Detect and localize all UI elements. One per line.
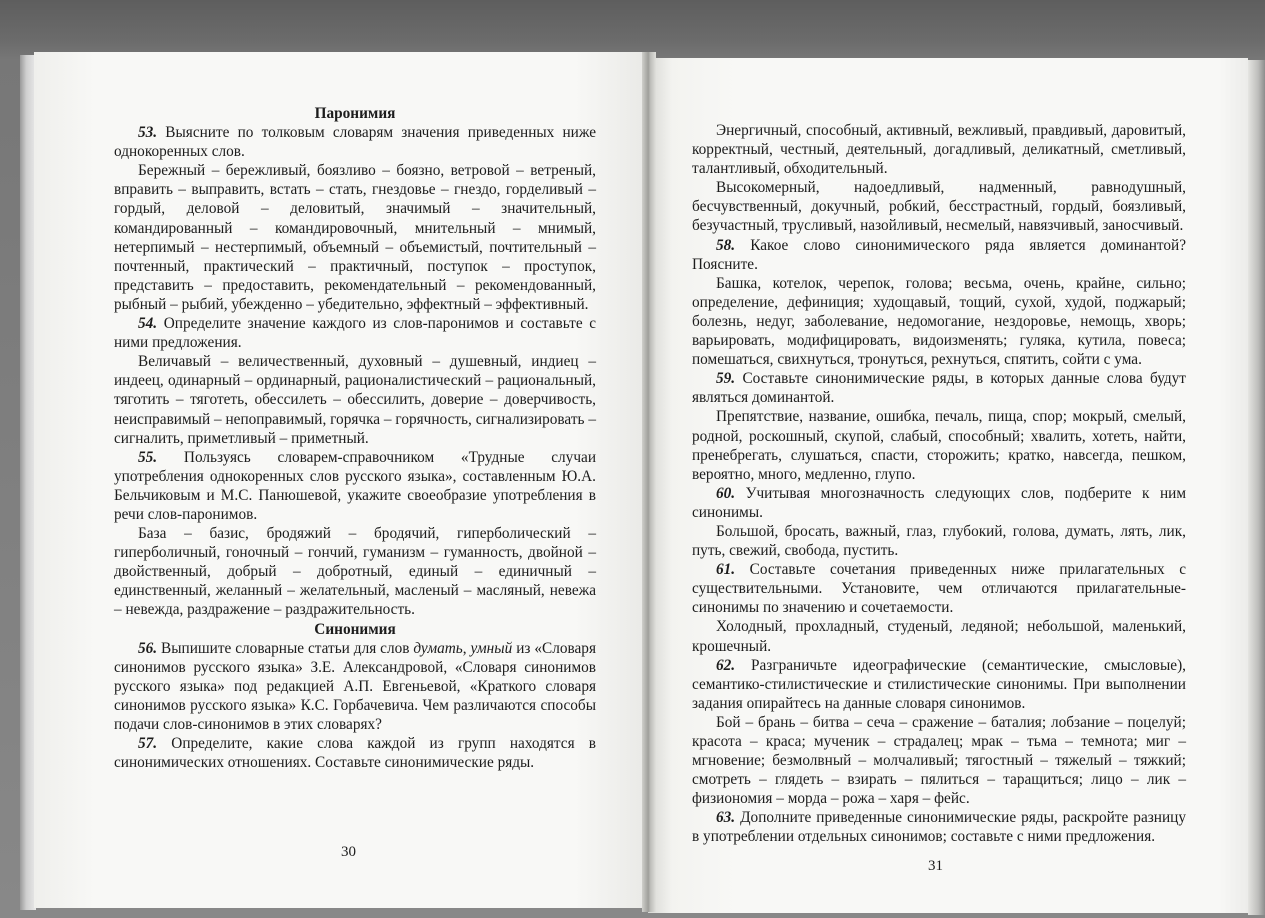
exercise-number: 62. bbox=[716, 656, 736, 674]
exercise-54 bbox=[114, 314, 596, 352]
exercise-60-words: Большой, бросать, важный, глаз, глубокий, голова, думать, лять, лик, путь, свежий, свобода, пустить. bbox=[692, 522, 1186, 560]
exercise-text: Учитывая многозначность следующих слов, подберите к ним синонимы. bbox=[692, 484, 1186, 521]
exercise-55-words: База – базис, бродяжий – бродячий, гиперболический – гиперболичный, гоночный – гончий, гуманизм – гуманность, двойной – двойственный, добрый – добротный, единый – единичный – единственный, желанный – желательный, масленый – масляный, невежа – невежда, раздражение – раздражительность. bbox=[114, 525, 596, 619]
exercise-number: 54. bbox=[138, 315, 158, 333]
exercise-text: Дополните приведенные синонимические ряды, раскройте разницу в употреблении отдельных синонимов; составьте с ними предложения. bbox=[692, 809, 1186, 846]
separator: , bbox=[462, 639, 471, 657]
exercise-54-words: Величавый – величественный, духовный – душевный, индиец – индеец, одинарный – ординарный, рационалистический – рациональный, тяготить – тяготеть, обессилеть – обессилить, доверие – доверчивость, неисправимый – непоправимый, горячка – горячность, сигнализировать – сигналить, приметливый – приметный. bbox=[114, 353, 596, 447]
exercise-55 bbox=[114, 448, 596, 524]
exercise-text: Составьте синонимические ряды, в которых данные слова будут являться доминантой. bbox=[692, 370, 1186, 407]
exercise-58-words: Башка, котелок, черепок, голова; весьма, очень, крайне, сильно; определение, дефиниция; худощавый, тощий, сухой, худой, поджарый; болезнь, недуг, заболевание, недомогание, нездоровье, немощь, хворь; варьировать, модифицировать, видоизменять; гуляка, кутила, повеса; помешаться, свихнуться, тронуться, рехнуться, спятить, сойти с ума. bbox=[692, 274, 1186, 369]
exercise-number: 58. bbox=[716, 236, 736, 254]
exercise-number: 60. bbox=[716, 484, 736, 502]
exercise-59-words: Препятствие, название, ошибка, печаль, пища, спор; мокрый, смелый, родной, роскошный, скупой, слабый, способный; хвалить, хотеть, найти, пренебрегать, слушаться, спасти, сторожить; кратко, навсегда, пешком, вероятно, много, медленно, глупо. bbox=[692, 408, 1186, 483]
exercise-57 bbox=[114, 734, 596, 772]
exercise-53 bbox=[114, 123, 596, 161]
exercise-text: Определите значение каждого из слов-паронимов и составьте с ними предложения. bbox=[114, 315, 596, 352]
exercise-number: 63. bbox=[716, 809, 736, 827]
exercise-60 bbox=[692, 484, 1186, 522]
exercise-62-words: Бой – брань – битва – сеча – сражение – баталия; лобзание – поцелуй; красота – краса; мученик – страдалец; мрак – тьма – темнота; миг – мгновение; безмолвный – молчаливый; тягостный – тяжелый – тяжкий; смотреть – глядеть – взирать – пялиться – таращиться; лицо – лик – физиономия – морда – рожа – харя – фейс. bbox=[692, 713, 1186, 808]
exercise-number: 61. bbox=[716, 561, 736, 579]
exercise-57-group-2: Высокомерный, надоедливый, надменный, равнодушный, бесчувственный, докучный, робкий, бесстрастный, гордый, боязливый, безучастный, трусливый, назойливый, несмелый, навязчивый, заносчивый. bbox=[692, 179, 1186, 235]
exercise-text: Какое слово синонимического ряда является доминантой? Поясните. bbox=[692, 236, 1187, 273]
exercise-56 bbox=[114, 639, 596, 734]
exercise-59 bbox=[692, 369, 1186, 407]
exercise-62 bbox=[692, 656, 1186, 713]
exercise-number: 55. bbox=[138, 448, 158, 466]
page-number-left: 30 bbox=[341, 844, 356, 860]
exercise-text: Определите, какие слова каждой из групп находятся в синонимических отношениях. Составьте синонимические ряды. bbox=[114, 735, 597, 772]
book-gutter bbox=[642, 52, 656, 912]
exercise-61 bbox=[692, 560, 1186, 617]
page-number-right: 31 bbox=[928, 858, 943, 874]
exercise-text: Разграничьте идеографические (семантические, смысловые), семантико-стилистические и стилистические синонимы. При выполнении задания опирайтесь на данные словаря синонимов. bbox=[692, 656, 1186, 712]
exercise-number: 59. bbox=[716, 370, 736, 388]
exercise-61-words: Холодный, прохладный, студеный, ледяной; небольшой, маленький, крошечный. bbox=[692, 618, 1186, 655]
exercise-number: 56. bbox=[138, 639, 158, 657]
exercise-58 bbox=[692, 236, 1186, 274]
exercise-63 bbox=[692, 808, 1186, 846]
exercise-number: 53. bbox=[138, 124, 158, 142]
heading-paronymy: Паронимия bbox=[314, 105, 396, 122]
exercise-53-words: Бережный – бережливый, боязливо – боязно, ветровой – ветреный, вправить – выправить, встать – стать, гнездовье – гнездо, горделивый – гордый, деловой – деловитый, значимый – значительный, командированный – командировочный, мнительный – мнимый, нетерпимый – нестерпимый, объемный – объемистый, почтительный – почтенный, практический – практичный, поступок – проступок, представить – предоставить, рекомендательный – рекомендованный, рыбный – рыбий, убежденно – убедительно, эффектный – эффективный. bbox=[114, 162, 596, 313]
right-page bbox=[648, 58, 1248, 913]
right-text-column bbox=[692, 121, 1186, 847]
exercise-57-group-1: Энергичный, способный, активный, вежливый, правдивый, даровитый, корректный, честный, деятельный, догадливый, деликатный, сметливый, талантливый, обходительный. bbox=[692, 122, 1186, 178]
exercise-text: Составьте сочетания приведенных ниже прилагательных с существительными. Установите, чем отличаются прилагательные-синонимы по значению и сочетаемости. bbox=[692, 561, 1186, 617]
exercise-text: из «Словаря синонимов русского языка» З.Е. Александровой, «Словаря синонимов русского языка» под редакцией А.П. Евгеньевой, «Краткого словаря синонимов русского языка» К.С. Горбачевича. Чем различаются способы подачи слов-синонимов в этих словарях? bbox=[114, 639, 596, 733]
italic-word: думать bbox=[413, 639, 463, 657]
exercise-text: Выпишите словарные статьи для слов bbox=[161, 639, 414, 657]
left-page bbox=[34, 52, 648, 908]
exercise-number: 57. bbox=[138, 735, 158, 753]
exercise-text: Выясните по толковым словарям значения приведенных ниже однокоренных слов. bbox=[114, 124, 596, 161]
heading-synonymy: Синонимия bbox=[314, 620, 396, 638]
left-text-column bbox=[114, 104, 596, 772]
exercise-text: Пользуясь словарем-справочником «Трудные случаи употребления однокоренных слов русского языка», составленным Ю.А. Бельчиковым и М.С. Панюшевой, укажите своеобразие употребления в речи слов-паронимов. bbox=[114, 448, 596, 523]
italic-word: умный bbox=[470, 639, 513, 657]
right-page-edge bbox=[1248, 60, 1265, 915]
